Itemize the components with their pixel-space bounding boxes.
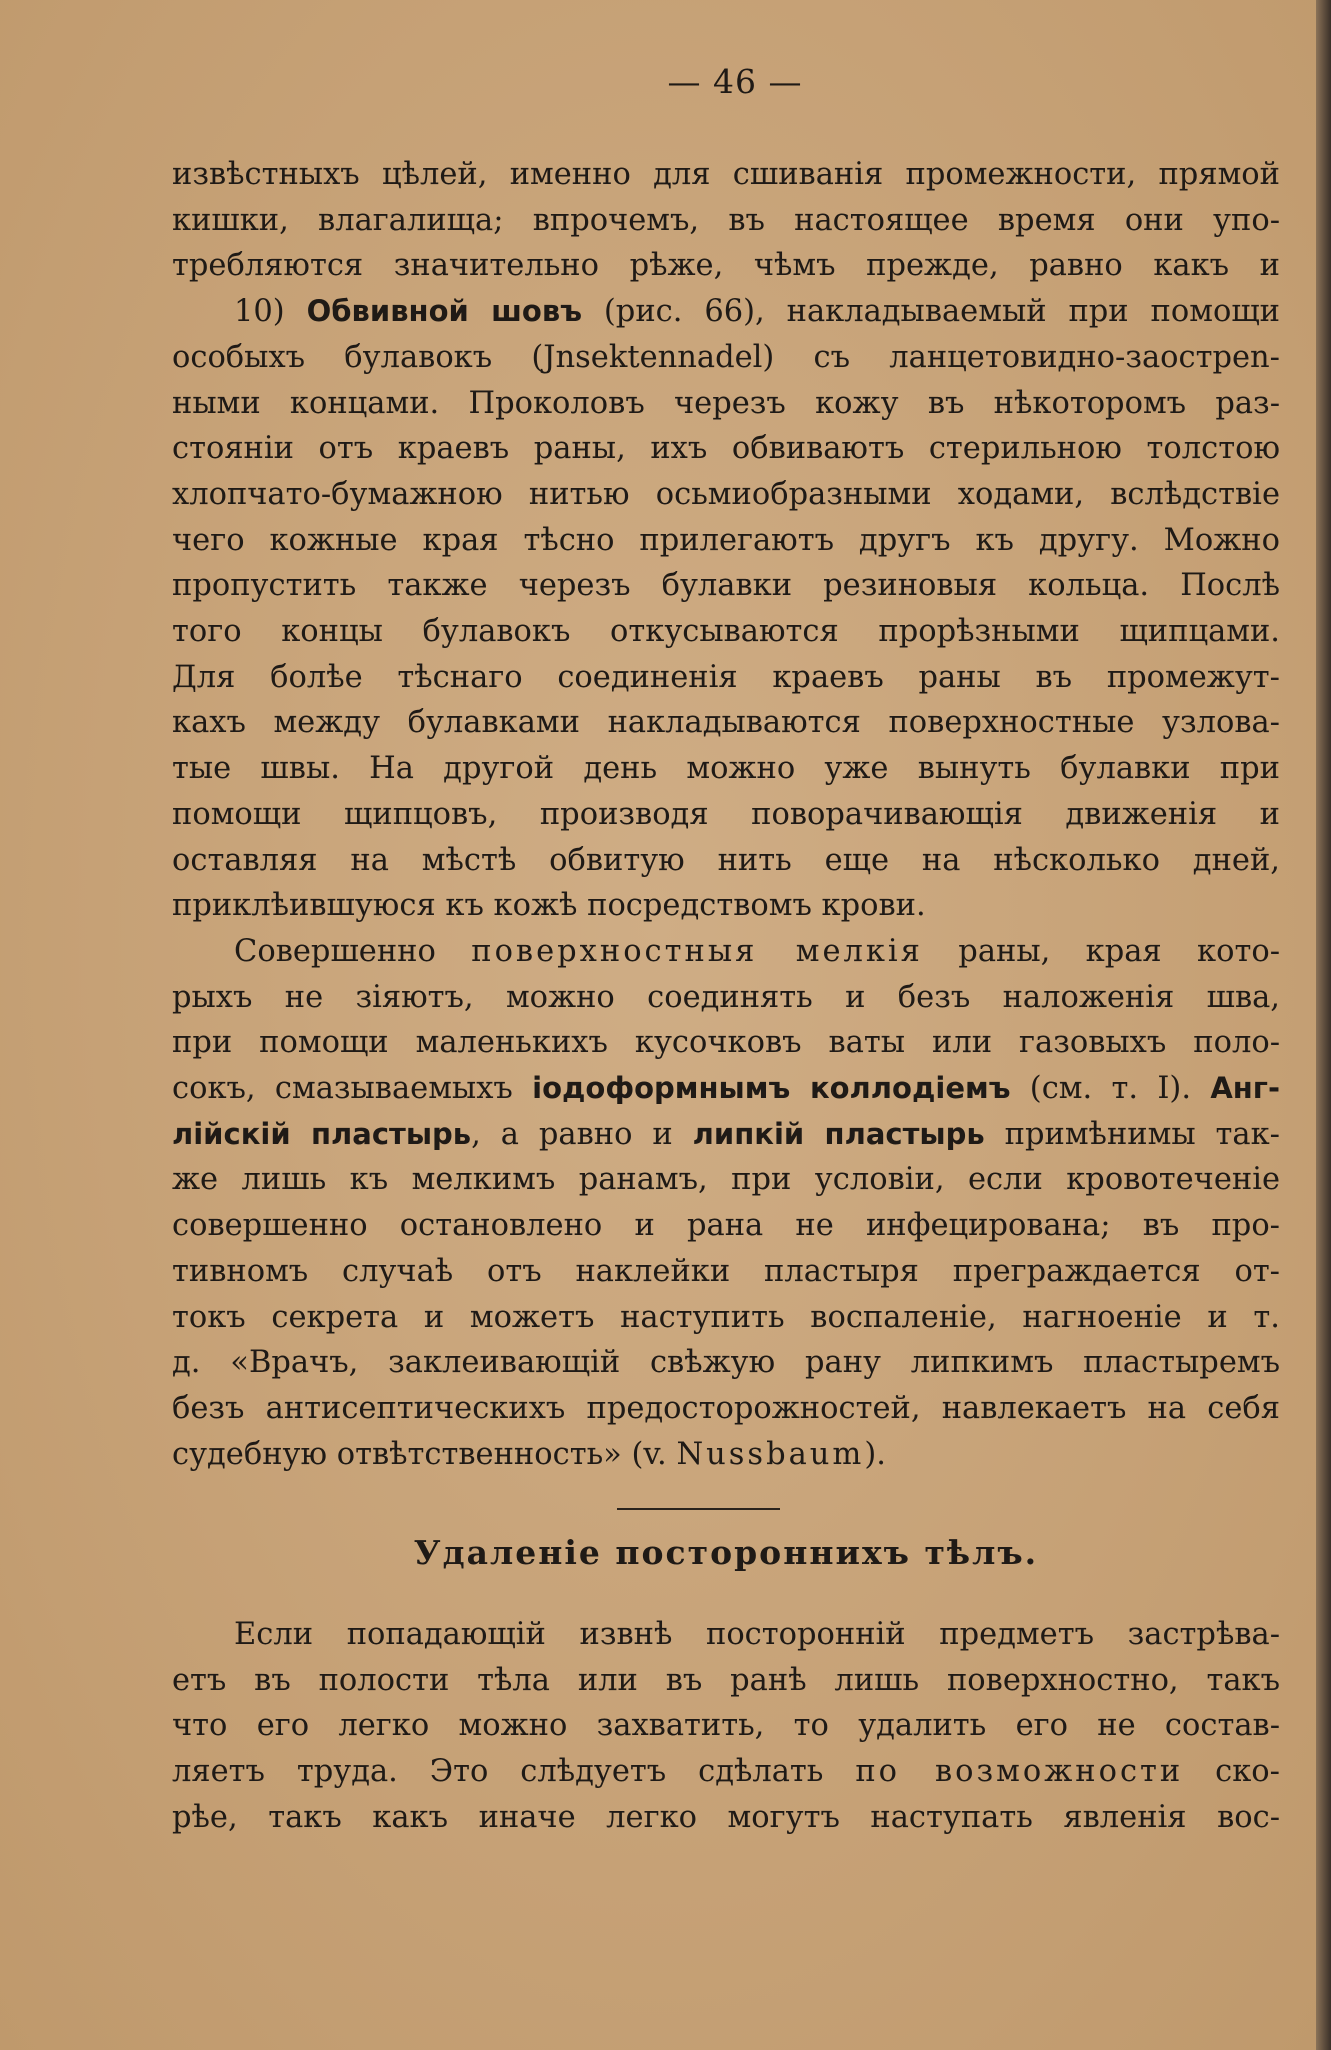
page-number: — 46 — [667, 62, 803, 101]
section-text [172, 1612, 1280, 1841]
text-line: Для болѣе тѣснаго соединенія краевъ раны въ промежут- [172, 659, 1280, 695]
paragraph-first-line: 10) Обвивной шовъ (рис. 66), накладываемый при помощи [234, 294, 1280, 330]
text-line: рыхъ не зіяютъ, можно соединять и безъ наложенія шва, [172, 979, 1280, 1015]
text-line: д. «Врачъ, заклеивающій свѣжую рану липкимъ пластыремъ [172, 1345, 1280, 1381]
text-line: кишки, влагалища; впрочемъ, въ настоящее время они упо- [172, 202, 1280, 238]
page-edge [1316, 0, 1331, 2050]
text-line: того концы булавокъ откусываются прорѣзными щипцами. [172, 614, 1280, 650]
text-line: стояніи отъ краевъ раны, ихъ обвиваютъ стерильною толстою [172, 431, 1280, 467]
text-line: требляются значительно рѣже, чѣмъ прежде, равно какъ и [172, 248, 1280, 284]
text-line: ными концами. Проколовъ черезъ кожу въ нѣкоторомъ раз- [172, 385, 1280, 421]
text-line: совершенно остановлено и рана не инфецирована; въ про- [172, 1208, 1280, 1244]
text-line: судебную отвѣтственность» (v. Nussbaum). [172, 1436, 886, 1472]
text-line: ляетъ труда. Это слѣдуетъ сдѣлать по возможности ско- [172, 1754, 1280, 1790]
text-line: при помощи маленькихъ кусочковъ ваты или газовыхъ поло- [172, 1025, 1280, 1061]
text-line: тивномъ случаѣ отъ наклейки пластыря преграждается от- [172, 1253, 1280, 1289]
text-line: кахъ между булавками накладываются поверхностные узлова- [172, 705, 1280, 741]
main-text [172, 152, 1280, 1477]
text-line: извѣстныхъ цѣлей, именно для сшиванія промежности, прямой [172, 157, 1280, 192]
text-line: сокъ, смазываемыхъ іодоформнымъ коллодіемъ (см. т. I). Анг- [172, 1071, 1280, 1107]
text-line: особыхъ булавокъ (Jnsektennadel) съ ланцетовидно-заостреn- [172, 339, 1280, 375]
term-bold: Анг- [1210, 1071, 1280, 1106]
term-bold: Обвивной шовъ [306, 294, 582, 329]
term-bold: липкій пластырь [692, 1116, 985, 1151]
term-bold: іодоформнымъ коллодіемъ [532, 1071, 1011, 1106]
text-line: помощи щипцовъ, производя поворачивающія движенія и [172, 796, 1280, 832]
section-divider [617, 1508, 780, 1510]
text-line: рѣе, такъ какъ иначе легко могутъ наступать явленія вос- [172, 1799, 1280, 1835]
text-line: тые швы. На другой день можно уже вынуть булавки при [172, 751, 1280, 787]
text-line: безъ антисептическихъ предосторожностей, навлекаетъ на себя [172, 1390, 1280, 1426]
text-line: чего кожные края тѣсно прилегаютъ другъ къ другу. Можно [172, 522, 1280, 558]
text-line: приклѣившуюся къ кожѣ посредствомъ крови. [172, 888, 926, 924]
section-heading: Удаленіе постороннихъ тѣлъ. [413, 1533, 1039, 1572]
paragraph-first-line: Если попадающій извнѣ посторонній предметъ застрѣва- [234, 1617, 1280, 1652]
text-line: что его легко можно захватить, то удалить его не состав- [172, 1708, 1280, 1744]
text-line: пропустить также черезъ булавки резиновыя кольца. Послѣ [172, 568, 1280, 604]
text-line: же лишь къ мелкимъ ранамъ, при условіи, если кровотеченіе [172, 1162, 1280, 1198]
term-bold: лійскій пластырь [172, 1116, 472, 1151]
text-line: лійскій пластырь, а равно и липкій пластырь примѣнимы так- [172, 1116, 1280, 1152]
text-line: хлопчато-бумажною нитью осьмиобразными ходами, вслѣдствіе [172, 476, 1280, 512]
text-line: токъ секрета и можетъ наступить воспаленіе, нагноеніе и т. [172, 1299, 1280, 1335]
paragraph-first-line: Совершенно поверхностныя мелкія раны, края кото- [234, 933, 1280, 969]
text-line: оставляя на мѣстѣ обвитую нить еще на нѣсколько дней, [172, 842, 1280, 878]
text-line: етъ въ полости тѣла или въ ранѣ лишь поверхностно, такъ [172, 1662, 1280, 1698]
